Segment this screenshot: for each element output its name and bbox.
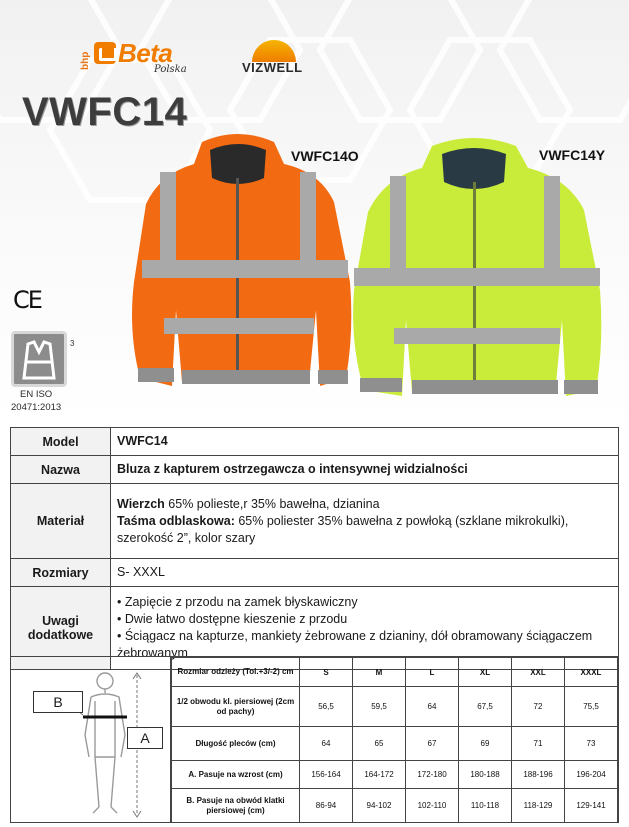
table-cell: 110-118 — [459, 789, 512, 823]
vest-pictogram-icon — [11, 331, 67, 387]
table-cell: 156-164 — [300, 761, 353, 789]
table-cell: 67 — [406, 727, 459, 761]
table-cell: 65 — [353, 727, 406, 761]
table-row — [172, 761, 618, 789]
size-s-header: S — [300, 658, 353, 687]
table-cell: 69 — [459, 727, 512, 761]
row-label: A. Pasuje na wzrost (cm) — [172, 761, 300, 789]
model-label: Model — [11, 428, 111, 456]
material-label: Materiał — [11, 484, 111, 559]
size-m-header: M — [353, 658, 406, 687]
sizes-label: Rozmiary — [11, 559, 111, 587]
logo-beta-text: Beta — [118, 38, 173, 68]
table-cell: 129-141 — [565, 789, 618, 823]
variant-label-orange: VWFC14O — [291, 148, 359, 164]
size-xl-header: XL — [459, 658, 512, 687]
outer-label: Wierzch — [117, 496, 165, 511]
size-xxl-header: XXL — [512, 658, 565, 687]
size-l-header: L — [406, 658, 459, 687]
table-cell: 86-94 — [300, 789, 353, 823]
vest-icon — [14, 334, 64, 384]
beta-polska-logo — [80, 38, 200, 78]
sun-icon — [252, 40, 296, 62]
table-cell: 56,5 — [300, 687, 353, 727]
table-cell: 102-110 — [406, 789, 459, 823]
yellow-hoodie-image — [346, 134, 604, 412]
list-item: • Zapięcie z przodu na zamek błyskawiczny — [117, 595, 358, 609]
table-row — [172, 727, 618, 761]
name-label: Nazwa — [11, 456, 111, 484]
orange-hoodie-image — [124, 132, 352, 400]
size-chart — [10, 656, 619, 823]
outer-value: 65% polieste,r 35% bawełna, dzianina — [164, 496, 380, 511]
table-row — [172, 658, 618, 687]
table-cell: 118-129 — [512, 789, 565, 823]
spec-table — [10, 427, 619, 670]
size-header-label: Rozmiar odzieży (Tol.+3/-2) cm — [172, 658, 300, 687]
table-cell: 64 — [300, 727, 353, 761]
notes-label-line-2: dodatkowe — [27, 628, 94, 642]
tape-label: Taśma odblaskowa: — [117, 513, 235, 528]
logo-bhp-text: bhp — [80, 51, 91, 70]
table-row — [11, 428, 619, 456]
standard-label — [11, 388, 61, 414]
table-cell: 196-204 — [565, 761, 618, 789]
table-cell: 164-172 — [353, 761, 406, 789]
model-value: VWFC14 — [111, 428, 619, 456]
material-outer-line — [117, 496, 612, 513]
size-xxxl-header: XXXL — [565, 658, 618, 687]
table-row — [11, 484, 619, 559]
list-item: • Ściągacz na kapturze, mankiety żebrowane z dzianiny, dół obramowany ściągaczem żebrowanym — [117, 629, 593, 660]
name-value: Bluza z kapturem ostrzegawcza o intensywnej widzialności — [111, 456, 619, 484]
material-value — [111, 484, 619, 559]
table-row — [172, 789, 618, 823]
table-cell: 73 — [565, 727, 618, 761]
pictogram-class-number: 3 — [70, 339, 75, 348]
ce-mark: CE — [13, 286, 41, 314]
table-cell: 172-180 — [406, 761, 459, 789]
body-measurement-figure — [11, 657, 171, 822]
variant-label-yellow: VWFC14Y — [539, 147, 606, 163]
vizwell-logo — [242, 36, 322, 76]
row-label: B. Pasuje na obwód klatki piersiowej (cm) — [172, 789, 300, 823]
table-cell: 188-196 — [512, 761, 565, 789]
table-cell: 67,5 — [459, 687, 512, 727]
table-row — [11, 559, 619, 587]
table-row — [172, 687, 618, 727]
table-cell: 75,5 — [565, 687, 618, 727]
measure-b-box: B — [33, 691, 83, 713]
logo-vizwell-text: VIZWELL — [242, 60, 303, 75]
table-cell: 94-102 — [353, 789, 406, 823]
table-cell: 64 — [406, 687, 459, 727]
tape-value: 65% poliester 35% bawełna z powłoką (szklane mikrokulki), szerokość 2”, kolor szary — [117, 513, 569, 545]
standard-line-2: 20471:2013 — [11, 402, 62, 413]
size-table — [171, 657, 618, 823]
table-cell: 180-188 — [459, 761, 512, 789]
table-cell: 71 — [512, 727, 565, 761]
notes-label-line-1: Uwagi — [42, 614, 79, 628]
measure-a-box: A — [127, 727, 163, 749]
sizes-value: S- XXXL — [111, 559, 619, 587]
table-row — [11, 456, 619, 484]
page-title: VWFC14 — [22, 90, 188, 134]
table-cell: 59,5 — [353, 687, 406, 727]
row-label: Długość pleców (cm) — [172, 727, 300, 761]
beta-wrench-icon — [94, 42, 116, 64]
table-cell: 72 — [512, 687, 565, 727]
logo-polska-text: Polska — [154, 64, 187, 75]
standard-line-1: EN ISO — [20, 389, 53, 400]
list-item: • Dwie łatwo dostępne kieszenie z przodu — [117, 612, 348, 626]
row-label: 1/2 obwodu kl. piersiowej (2cm od pachy) — [172, 687, 300, 727]
material-tape-line — [117, 513, 612, 547]
